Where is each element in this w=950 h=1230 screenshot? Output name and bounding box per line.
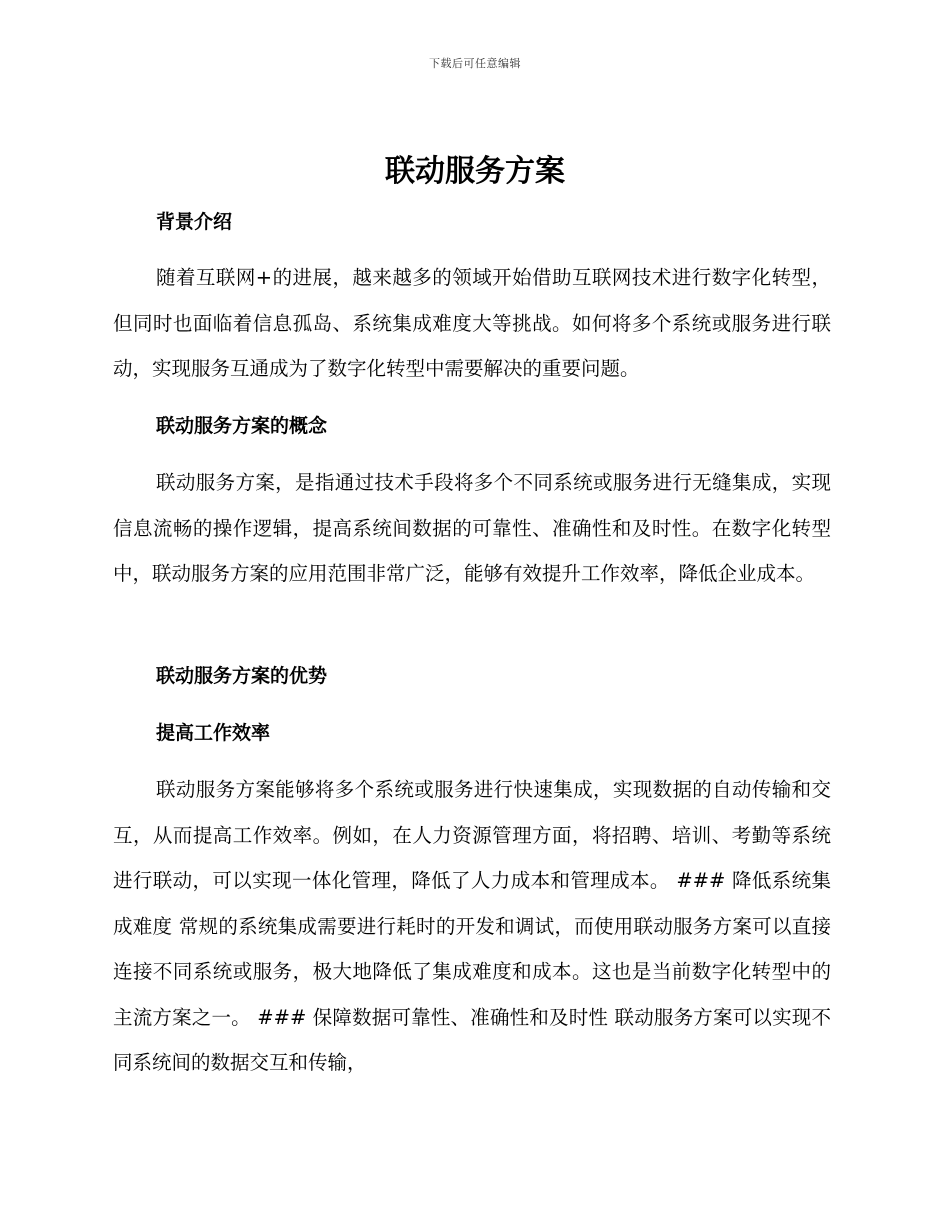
document-title: 联动服务方案	[385, 154, 565, 189]
section-paragraph-background: 随着互联网+的进展，越来越多的领域开始借助互联网技术进行数字化转型，但同时也面临着信息孤岛、系统集成难度大等挑战。如何将多个系统或服务进行联动，实现服务互通成为了数字化转型中需要解决的重要问题。	[113, 266, 831, 380]
section-paragraph-concept: 联动服务方案，是指通过技术手段将多个不同系统或服务进行无缝集成，实现信息流畅的操作逻辑，提高系统间数据的可靠性、准确性和及时性。在数字化转型中，联动服务方案的应用范围非常广泛，能够有效提升工作效率，降低企业成本。	[113, 471, 831, 585]
section-paragraph-efficiency: 联动服务方案能够将多个系统或服务进行快速集成，实现数据的自动传输和交互，从而提高工作效率。例如，在人力资源管理方面，将招聘、培训、考勤等系统进行联动，可以实现一体化管理，降低了人力成本和管理成本。 ### 降低系统集成难度 常规的系统集成需要进行耗时的开发和调试，而使用联动服务方案可以直接连接不同系统或服务，极大地降低了集成难度和成本。这也是当前数字化转型中的主流方案之一。 ### 保障数据可靠性、准确性和及时性 联动服务方案可以实现不同系统间的数据交互和传输，	[113, 778, 831, 1074]
section-heading-background: 背景介绍	[156, 211, 233, 233]
section-heading-concept: 联动服务方案的概念	[156, 415, 328, 437]
section-heading-efficiency: 提高工作效率	[156, 722, 271, 744]
section-heading-advantages: 联动服务方案的优势	[156, 665, 328, 687]
page-header: 下载后可任意编辑	[429, 57, 521, 70]
